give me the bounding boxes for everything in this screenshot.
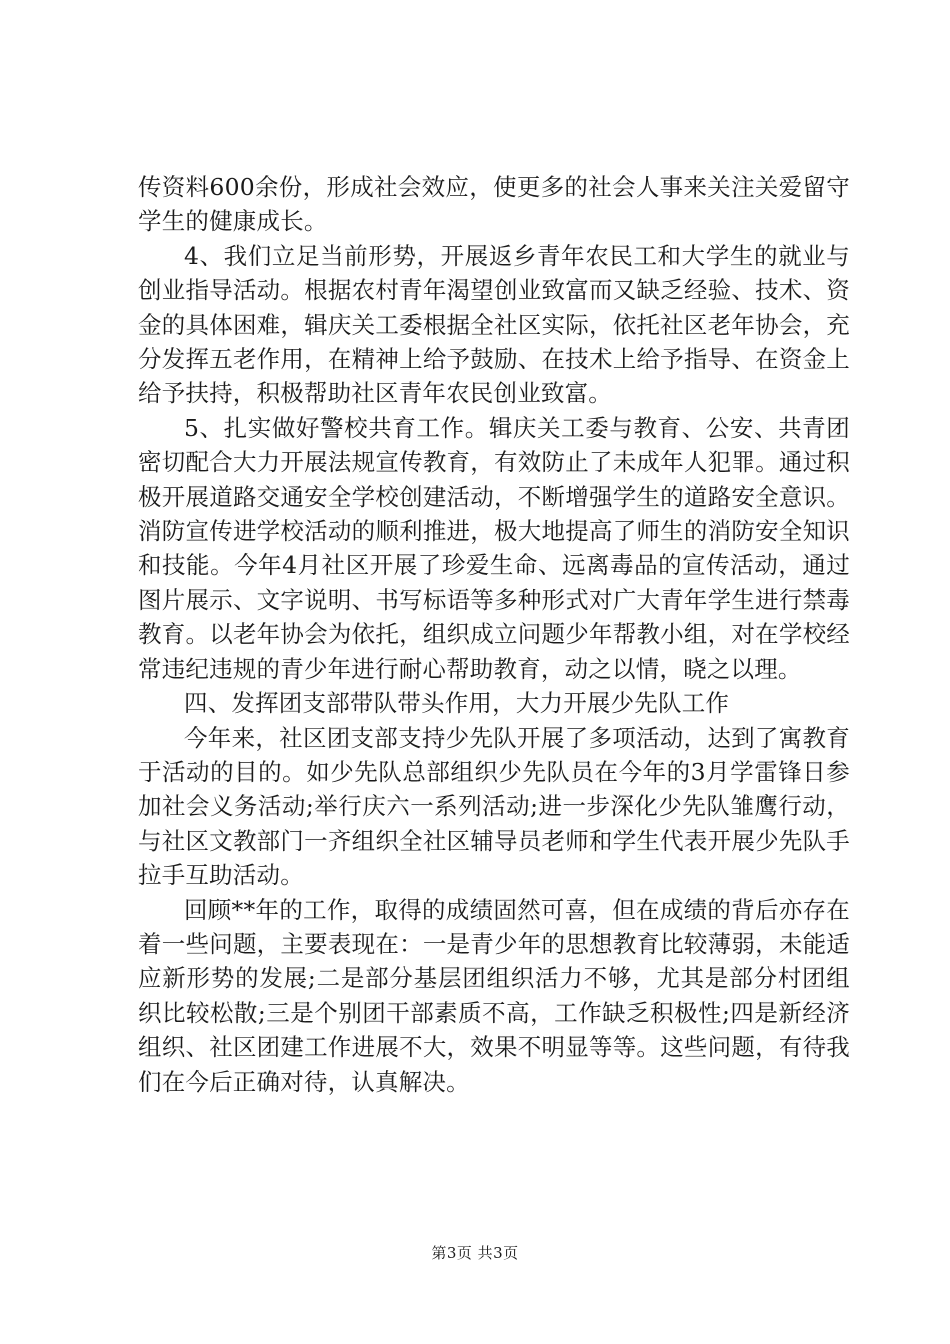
paragraph-item-4: 4、我们立足当前形势，开展返乡青年农民工和大学生的就业与创业指导活动。根据农村青年渴望创业致富而又缺乏经验、技术、资金的具体困难，辑庆关工委根据全社区实际，依托社区老年协会，充分发挥五老作用，在精神上给予鼓励、在技术上给予指导、在资金上给予扶持，积极帮助社区青年农民创业致富。 xyxy=(138,241,850,408)
document-body xyxy=(138,170,850,1099)
paragraph-review: 回顾**年的工作，取得的成绩固然可喜，但在成绩的背后亦存在着一些问题，主要表现在：一是青少年的思想教育比较薄弱，未能适应新形势的发展;二是部分基层团组织活力不够，尤其是部分村团组织比较松散;三是个别团干部素质不高，工作缺乏积极性;四是新经济组织、社区团建工作进展不大，效果不明显等等。这些问题，有待我们在今后正确对待，认真解决。 xyxy=(138,895,850,1096)
paragraph-item-5: 5、扎实做好警校共育工作。辑庆关工委与教育、公安、共青团密切配合大力开展法规宣传教育，有效防止了未成年人犯罪。通过积极开展道路交通安全学校创建活动，不断增强学生的道路安全意识。消防宣传进学校活动的顺利推进，极大地提高了师生的消防安全知识和技能。今年4月社区开展了珍爱生命、远离毒品的宣传活动，通过图片展示、文字说明、书写标语等多种形式对广大青年学生进行禁毒教育。以老年协会为依托，组织成立问题少年帮教小组，对在学校经常违纪违规的青少年进行耐心帮助教育，动之以情，晓之以理。 xyxy=(138,413,850,683)
paragraph-young-pioneers: 今年来，社区团支部支持少先队开展了多项活动，达到了寓教育于活动的目的。如少先队总部组织少先队员在今年的3月学雷锋日参加社会义务活动;举行庆六一系列活动;进一步深化少先队雏鹰行动，与社区文教部门一齐组织全社区辅导员老师和学生代表开展少先队手拉手互助活动。 xyxy=(138,723,850,890)
page-number-footer: 第3页 共3页 xyxy=(431,1244,519,1262)
section-heading-4: 四、发挥团支部带队带头作用，大力开展少先队工作 xyxy=(184,689,730,718)
paragraph-continuation: 传资料600余份，形成社会效应，使更多的社会人事来关注关爱留守学生的健康成长。 xyxy=(138,173,850,236)
